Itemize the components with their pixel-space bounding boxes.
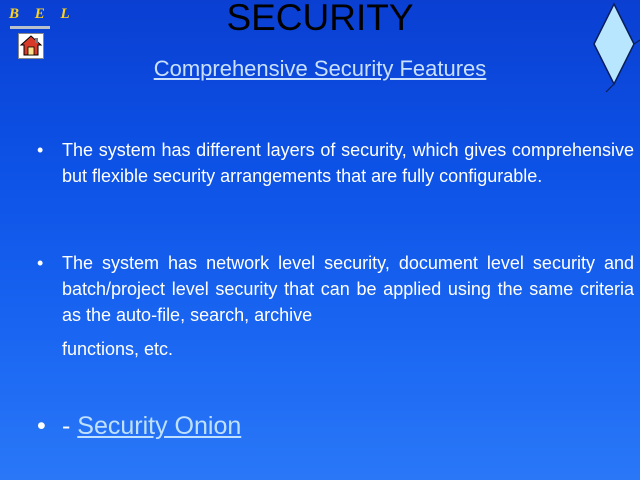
bullet-text: The system has network level security, document level security and batch/project level security that can be applied using the same criteria as the auto-file, search, archive xyxy=(62,253,634,325)
bullet-marker: • xyxy=(37,140,44,160)
page-title: SECURITY xyxy=(226,0,414,38)
bullet-item xyxy=(37,137,634,189)
bullet-text-continuation: functions, etc. xyxy=(62,339,174,359)
page-subtitle: Comprehensive Security Features xyxy=(153,56,487,81)
security-onion-link[interactable]: Security Onion xyxy=(77,412,242,440)
bullet-item xyxy=(37,410,634,442)
bullet-prefix: - xyxy=(62,412,78,440)
bullet-marker: • xyxy=(37,412,46,440)
bullet-text: The system has different layers of security, which gives comprehensive but flexible security arrangements that are fully configurable. xyxy=(62,140,634,186)
bullet-item xyxy=(37,250,634,362)
bullet-marker: • xyxy=(37,253,44,273)
diamond-icon xyxy=(586,0,640,94)
bel-logo: B E L xyxy=(9,6,76,22)
